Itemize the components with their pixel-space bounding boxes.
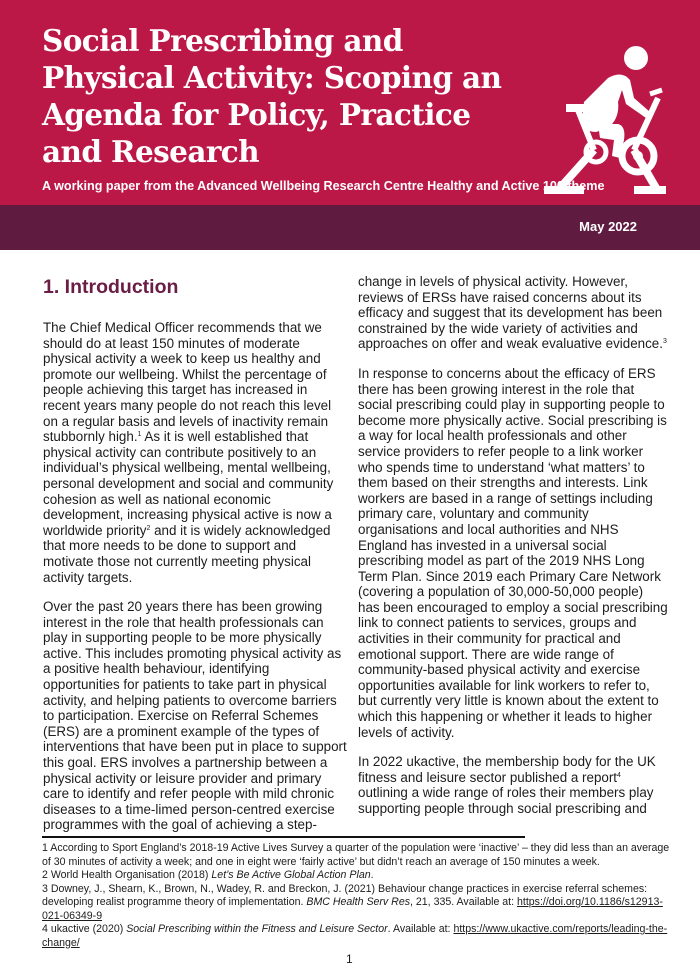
footnote-text: 2 World Health Organisation (2018) [42, 869, 212, 881]
title-line: Physical Activity: Scoping an [42, 60, 502, 95]
footnote-1: 1 According to Sport England’s 2018-19 Active Lives Survey a quarter of the population were ‘inactive’ – they did less than an average of 30 minutes of activity a week; and one in eight were ‘fairly active’ but didn’t reach an average of 150 minutes a week. [42, 842, 670, 868]
section-heading: 1. Introduction [43, 276, 179, 298]
footnote-3 [42, 883, 672, 924]
paragraph-text: In 2022 ukactive, the membership body for the UK fitness and leisure sector published a report [358, 754, 656, 785]
footnote-title: Let’s Be Active Global Action Plan [211, 869, 371, 881]
paragraph [43, 320, 348, 585]
footnote-4 [42, 923, 672, 950]
exercise-bike-icon [538, 40, 666, 200]
paragraph: Over the past 20 years there has been growing interest in the role that health professionals can play in supporting people to be more physically active. This includes promoting physical activity as a positive health behaviour, identifying opportunities for patients to take part in physical activity, and helping patients to overcome barriers to participation. Exercise on Referral Schemes (ERS) are a prominent example of the types of interventions that have been put in place to support this goal. ERS involves a partnership between a physical activity or leisure provider and primary care to identify and refer people with mild chronic diseases to a time-limed person-centred exercise programmes with the goal of achieving a step- [43, 599, 347, 833]
footnote-divider [42, 836, 525, 838]
paragraph [358, 274, 668, 352]
paragraph-text: change in levels of physical activity. However, reviews of ERSs have raised concerns about its efficacy and suggest that its development has been constrained by the wide variety of activities and approaches on offer and weak evaluative evidence. [358, 274, 663, 352]
left-column [43, 320, 348, 847]
page-number: 1 [346, 952, 353, 966]
title-line: Social Prescribing and [42, 23, 403, 58]
footnote-text: . Available at: [387, 923, 454, 935]
footnote-journal: BMC Health Serv Res [306, 896, 411, 908]
footnote-text: 4 ukactive (2020) [42, 923, 127, 935]
paragraph-text: and it is widely acknowledged that more needs to be done to support and motivate those not currently meeting physical activity targets. [43, 522, 331, 585]
footnote-ref[interactable]: 4 [617, 771, 621, 779]
document-title [42, 22, 512, 170]
footnote-2 [42, 869, 672, 883]
footnotes [42, 842, 672, 950]
footnote-ref[interactable]: 2 [146, 524, 151, 532]
right-column [358, 274, 668, 831]
document-subtitle: A working paper from the Advanced Wellbeing Research Centre Healthy and Active 100 theme [42, 179, 605, 193]
footnote-ref[interactable]: 1 [137, 431, 142, 439]
footnote-text: . [370, 869, 374, 881]
paragraph [358, 754, 668, 816]
publication-date: May 2022 [579, 219, 637, 234]
doi-link[interactable]: https://doi.org/10.1186/s12913-021-06349-9 [42, 896, 663, 922]
paragraph-text: The Chief Medical Officer recommends that we should do at least 150 minutes of moderate physical activity a week to keep us healthy and promote our wellbeing. Whilst the percentage of people achieving this target has increased in recent years many people do not reach this level on a regular basis and levels of inactivity remain stubbornly high. [43, 320, 332, 445]
footnote-text: , 21, 335. Available at: [410, 896, 518, 908]
footnote-text: 3 Downey, J., Shearn, K., Brown, N., Wadey, R. and Breckon, J. (2021) Behaviour change practices in exercise referral schemes: developing realist programme theory of implementation. [42, 882, 648, 908]
title-line: and Research [42, 134, 259, 169]
paragraph: In response to concerns about the efficacy of ERS there has been growing interest in the role that social prescribing could play in supporting people to become more physically active. Social prescribing is a way for local health professionals and other service providers to refer people to a link worker who spends time to understand ‘what matters’ to them based on their strengths and interests. Link workers are based in a range of settings including primary care, voluntary and community organisations and local authorities and NHS England has invested in a universal social prescribing model as part of the 2019 NHS Long Term Plan. Since 2019 each Primary Care Network (covering a population of 30,000-50,000 people) has been encouraged to employ a social prescribing link to connect patients to services, groups and activities in their community for practical and emotional support. There are wide range of community-based physical activity and exercise opportunities available for link workers to refer to, but currently very little is known about the extent to which this happening or whether it leads to higher levels of activity. [358, 365, 668, 740]
paragraph-text: outlining a wide range of roles their members play supporting people through social prescribing and [358, 785, 654, 816]
footnote-ref[interactable]: 3 [662, 338, 667, 346]
paragraph-text: As it is well established that physical activity can contribute positively to an individual’s physical wellbeing, mental wellbeing, personal development and social and community cohesion as well as national economic development, increasing physical active is now a worldwide priority [43, 429, 334, 538]
ukactive-link[interactable]: https://www.ukactive.com/reports/leading-the-change/ [42, 923, 668, 949]
title-line: Agenda for Policy, Practice [42, 97, 471, 132]
footnote-title: Social Prescribing within the Fitness and Leisure Sector [126, 923, 388, 935]
